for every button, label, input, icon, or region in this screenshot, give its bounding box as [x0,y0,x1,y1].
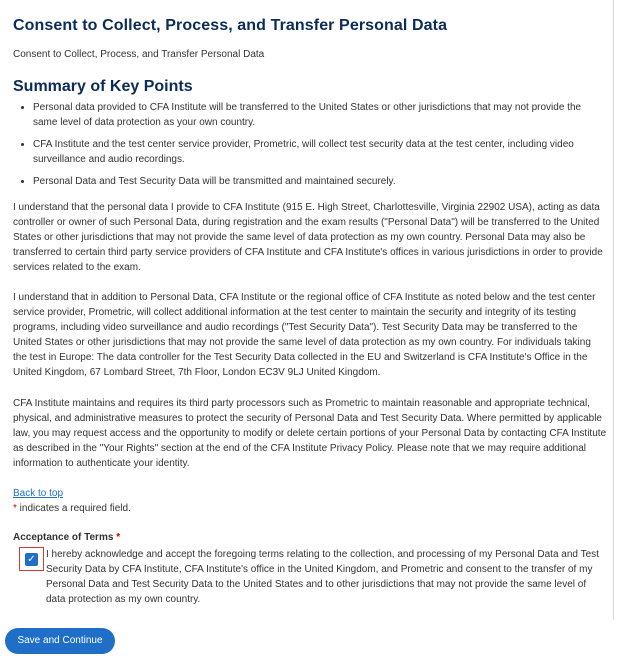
checkbox-highlight [19,547,44,571]
paragraph-personal-data: I understand that the personal data I provide to CFA Institute (915 E. High Street, Charlottesville, Virginia 22902 USA), acting as data controller or owner of such Personal Data, during registration and the exam results ("Personal Data") will be transferred to the United States or other jurisdictions that may not provide the same level of data protection as my own country. Personal Data may also be transferred to certain third party service providers of CFA Institute and CFA Institute's offices in various jurisdictions in order to provide services related to the exam. [13,202,603,273]
acceptance-label-text: Acceptance of Terms [13,532,117,543]
save-and-continue-button[interactable]: Save and Continue [5,628,115,654]
consent-checkbox[interactable]: ✓ [25,553,38,566]
page-subtitle: Consent to Collect, Process, and Transfer Personal Data [13,49,265,60]
acceptance-label [13,530,120,545]
summary-heading: Summary of Key Points [13,78,193,95]
summary-point: • CFA Institute and the test center service provider, Prometric, will collect test security data at the test center, including video surveillance and audio recordings. [33,137,607,167]
required-field-note [13,501,131,516]
required-note-text: indicates a required field. [16,503,131,514]
summary-point: • Personal data provided to CFA Institute will be transferred to the United States or other jurisdictions that may not provide the same level of data protection as your own country. [33,100,607,130]
page-title: Consent to Collect, Process, and Transfer Personal Data [13,17,448,34]
required-star: * [13,503,17,514]
summary-points-list [13,100,607,196]
paragraph-test-security-data: I understand that in addition to Personal Data, CFA Institute or the regional office of CFA Institute as noted below and the test center service provider, Prometric, will collect additional information at the test center to maintain the security and integrity of its testing programs, including video surveillance and audio recordings ("Test Security Data"). Test Security Data may be transferred to the United States or other jurisdictions that may not provide the same level of data protection as my own country. For individuals taking the test in Europe: The data controller for the Test Security Data collected in the EU and Switzerland is CFA Institute's Office in the United Kingdom, 67 Lombard Street, 7th Floor, London EC3V 9LJ United Kingdom. [13,292,596,378]
summary-point: • Personal Data and Test Security Data will be transmitted and maintained securely. [33,174,607,189]
consent-checkbox-label[interactable]: I hereby acknowledge and accept the foregoing terms relating to the collection, and processing of my Personal Data and Test Security Data by CFA Institute, CFA Institute's office in the United Kingdom, and Prometric and consent to the transfer of my Personal Data and Test Security Data to the United States and to other jurisdictions that may not provide the same level of data protection as my own country. [46,549,599,605]
acceptance-required-star: * [116,532,121,543]
paragraph-security-measures: CFA Institute maintains and requires its third party processors such as Prometric to maintain reasonable and appropriate technical, physical, and administrative measures to protect the security of Personal Data and Test Security Data. Where permitted by applicable law, you may request access and the opportunity to modify or delete certain portions of your Personal Data by contacting CFA Institute as described in the "Your Rights" section at the end of the CFA Institute Privacy Policy. Please note that we may require additional information to authenticate your identity. [13,398,607,469]
back-to-top-link[interactable]: Back to top [13,488,64,499]
